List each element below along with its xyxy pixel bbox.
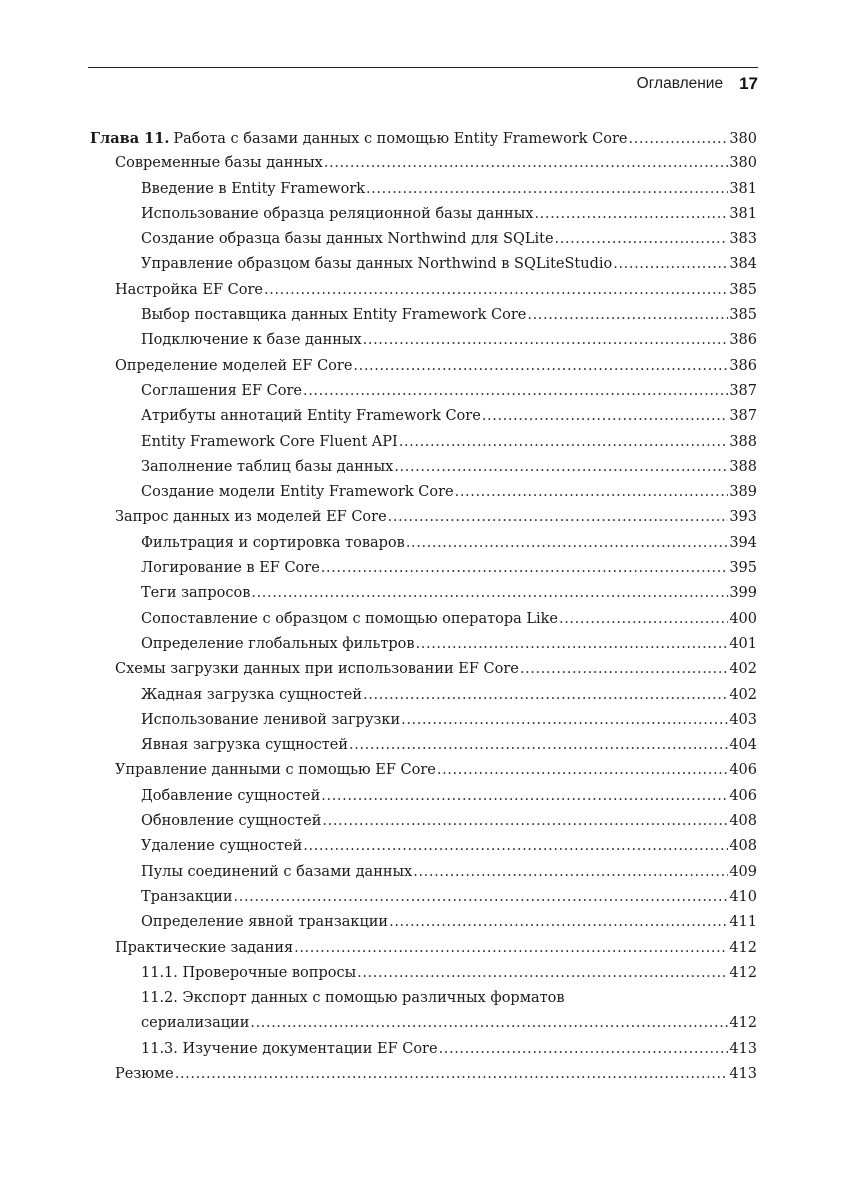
toc-subsection[interactable] [90,455,757,480]
toc-page: 394 [729,534,757,551]
dot-leader [401,708,728,733]
toc-page: 406 [729,762,757,779]
toc-page: 401 [729,635,757,652]
dot-leader [366,177,728,202]
toc-text: Схемы загрузки данных при использовании EF Core [115,661,519,678]
dot-leader [520,657,728,682]
dot-leader [439,1037,729,1062]
toc-page: 412 [729,1015,757,1032]
dot-leader [363,328,729,353]
toc-subsection[interactable] [90,910,757,935]
toc-page: 386 [729,332,757,349]
toc-text: Явная загрузка сущностей [141,737,349,754]
toc-text: Современные базы данных [115,155,323,172]
dot-leader [613,252,728,277]
dot-leader [264,278,728,303]
toc-subsection[interactable] [90,430,757,455]
toc-page: 403 [729,711,757,728]
toc-continuation [141,1011,757,1036]
dot-leader [555,227,729,252]
toc-text: Определение глобальных фильтров [141,635,415,652]
dot-leader [527,303,728,328]
toc-page: 381 [729,205,757,222]
dot-leader [416,632,729,657]
toc-subsection[interactable] [90,809,757,834]
toc-page: 380 [729,131,757,147]
toc-text: Настройка EF Core [115,281,264,298]
toc-page: 386 [729,357,757,374]
toc-text: Использование образца реляционной базы данных [141,205,534,222]
dot-leader [353,354,728,379]
toc-text: Запрос данных из моделей EF Core [115,509,387,526]
toc-page: 399 [729,585,757,602]
toc-subsection[interactable] [90,961,757,986]
toc-subsection[interactable] [90,202,757,227]
dot-leader [175,1062,729,1087]
dot-leader [389,910,728,935]
toc-section[interactable] [90,657,757,682]
toc-subsection[interactable] [90,480,757,505]
toc-page: 412 [729,939,757,956]
toc-subsection[interactable] [90,708,757,733]
toc-section[interactable] [90,354,757,379]
toc-text-line2: сериализации [141,1015,250,1032]
dot-leader [363,683,728,708]
dot-leader [559,607,728,632]
toc-section[interactable] [90,758,757,783]
dot-leader [303,834,728,859]
toc-text: Пулы соединений с базами данных [141,863,413,880]
dot-leader [437,758,728,783]
toc-subsection[interactable] [90,404,757,429]
toc-page: 385 [729,281,757,298]
dot-leader [534,202,728,227]
toc-section[interactable] [90,151,757,176]
dot-leader [324,151,728,176]
toc-page: 411 [729,914,757,931]
toc-page: 388 [729,458,757,475]
toc-page: 404 [729,737,757,754]
toc-text: Фильтрация и сортировка товаров [141,534,405,551]
toc-page: 413 [729,1065,757,1082]
toc-page: 385 [729,307,757,324]
toc-page: 387 [729,382,757,399]
toc-subsection[interactable] [90,556,757,581]
toc-subsection[interactable] [90,303,757,328]
toc-page: 384 [729,256,757,273]
toc-text: Добавление сущностей [141,787,321,804]
toc-text: Обновление сущностей [141,813,322,830]
chapter-label [90,126,627,152]
dot-leader [357,961,728,986]
toc-text: Практические задания [115,939,294,956]
section-name: Оглавление [636,75,724,92]
toc-subsection[interactable] [90,632,757,657]
dot-leader [455,480,729,505]
toc-page: 389 [729,484,757,501]
toc-text: Определение моделей EF Core [115,357,353,374]
toc-text: Создание образца базы данных Northwind для SQLite [141,231,554,248]
toc-chapter-11[interactable] [90,126,757,151]
toc-text: Соглашения EF Core [141,382,303,399]
toc-text: Использование ленивой загрузки [141,711,401,728]
page-number: 17 [739,74,758,93]
dot-leader [294,936,728,961]
toc-page: 383 [729,231,757,248]
toc-subsection[interactable] [90,834,757,859]
dot-leader [349,733,728,758]
toc-section[interactable] [90,505,757,530]
dot-leader [321,784,728,809]
dot-leader [388,505,729,530]
toc-page: 380 [729,155,757,172]
toc-page: 395 [729,560,757,577]
toc-subsection[interactable] [90,607,757,632]
toc-subsection[interactable] [90,379,757,404]
toc-text: 11.1. Проверочные вопросы [141,964,357,981]
toc-subsection[interactable] [90,860,757,885]
toc-text: Заполнение таблиц базы данных [141,458,394,475]
toc-text: 11.3. Изучение документации EF Core [141,1040,438,1057]
dot-leader [250,1011,728,1036]
toc-page: 387 [729,408,757,425]
toc-subsection[interactable] [90,227,757,252]
toc-page: 381 [729,180,757,197]
toc-text: Теги запросов [141,585,251,602]
toc-subsection[interactable] [90,885,757,910]
toc-page: 388 [729,433,757,450]
dot-leader [628,127,728,152]
toc-page: 408 [729,838,757,855]
toc-subsection[interactable] [90,328,757,353]
toc-subsection[interactable] [90,177,757,202]
toc-subsection[interactable] [90,784,757,809]
toc-text: Подключение к базе данных [141,332,362,349]
dot-leader [413,860,728,885]
toc-page: 402 [729,686,757,703]
toc-section[interactable] [90,936,757,961]
toc-subsection[interactable] [90,581,757,606]
toc-page: 413 [729,1040,757,1057]
running-head [560,73,758,95]
chapter-prefix: Глава 11. [90,130,170,147]
dot-leader [482,404,729,429]
toc-text: Выбор поставщика данных Entity Framework Core [141,307,527,324]
toc-subsection[interactable] [90,683,757,708]
toc-text: Создание модели Entity Framework Core [141,484,454,501]
toc-text: Entity Framework Core Fluent API [141,433,398,450]
toc-subsection[interactable] [90,531,757,556]
header-rule [88,67,758,68]
toc-text: Управление образцом базы данных Northwind в SQLiteStudio [141,256,613,273]
toc-text: Логирование в EF Core [141,560,320,577]
toc-subsection-multiline[interactable] [90,986,757,1037]
toc-text: Введение в Entity Framework [141,180,366,197]
toc-page: 406 [729,787,757,804]
dot-leader [234,885,729,910]
toc-subsection[interactable] [90,733,757,758]
toc-page: 400 [729,610,757,627]
toc-page: 409 [729,863,757,880]
dot-leader [303,379,728,404]
toc-page: 393 [729,509,757,526]
chapter-title: Работа с базами данных с помощью Entity Framework Core [173,131,628,147]
toc-subsection[interactable] [90,252,757,277]
toc-page: 408 [729,813,757,830]
toc-text: Атрибуты аннотаций Entity Framework Core [141,408,481,425]
toc-text: Жадная загрузка сущностей [141,686,363,703]
dot-leader [406,531,728,556]
toc-section[interactable] [90,1062,757,1087]
dot-leader [322,809,728,834]
toc-text: Транзакции [141,888,233,905]
dot-leader [321,556,729,581]
dot-leader [399,430,729,455]
toc-text: Сопоставление с образцом с помощью оператора Like [141,610,559,627]
toc-page: 412 [729,964,757,981]
toc-page: 410 [729,888,757,905]
toc-text: Управление данными с помощью EF Core [115,762,436,779]
toc-text-line1: 11.2. Экспорт данных с помощью различных форматов [141,990,565,1007]
toc-page: 402 [729,661,757,678]
toc-text: Определение явной транзакции [141,914,389,931]
toc-section[interactable] [90,278,757,303]
toc-text: Резюме [115,1065,174,1082]
table-of-contents [90,126,757,1087]
toc-subsection[interactable] [90,1037,757,1062]
dot-leader [394,455,728,480]
dot-leader [251,581,728,606]
toc-text: Удаление сущностей [141,838,303,855]
